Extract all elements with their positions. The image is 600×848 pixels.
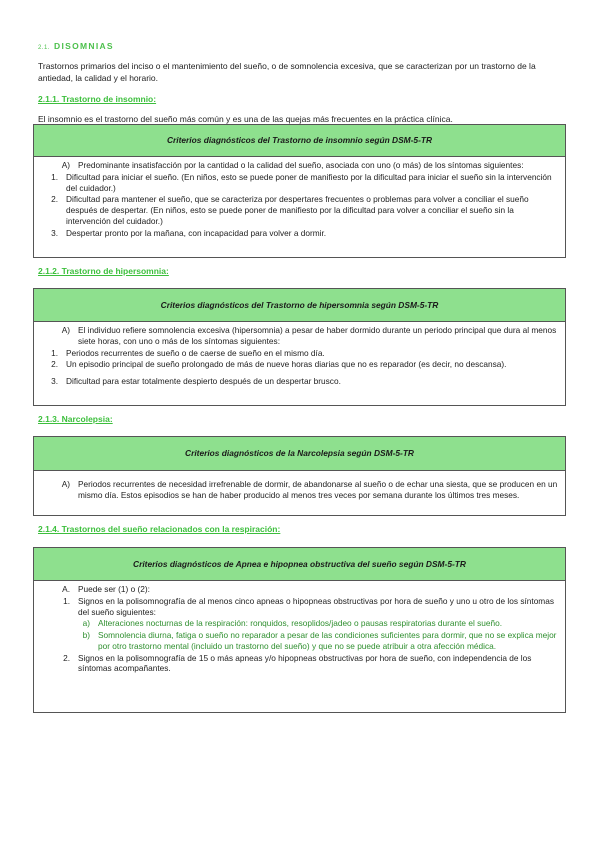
table-body (34, 471, 565, 505)
narcolepsia-heading: 2.1.3. Narcolepsia: (38, 414, 113, 424)
section-number: 2.1. (38, 45, 51, 51)
table-header: Criterios diagnósticos de la Narcolepsia según DSM-5-TR (34, 437, 565, 471)
section-heading (38, 41, 114, 53)
table-header: Criterios diagnósticos del Trastorno de hipersomnia según DSM-5-TR (34, 289, 565, 322)
criterion-item: 2. Signos en la polisomnografía de 15 o más apneas y/o hipopneas obstructivas por hora de sueño, con independencia de los síntomas acompañantes. (63, 652, 532, 674)
criterion-item: 3. Dificultad para estar totalmente despierto después de un despertar brusco. (51, 376, 341, 387)
insomnio-intro: El insomnio es el trastorno del sueño más común y es una de las quejas más frecuentes en la práctica clínica. (38, 114, 453, 124)
insomnio-heading: 2.1.1. Trastorno de insomnio: (38, 94, 157, 104)
criterion-item: 2. Dificultad para mantener el sueño, que se caracteriza por despertares frecuentes o problemas para volver a conciliar el sueño después de despertar. (En niños, esto se puede poner de manifiesto por la dificultad para volver a conciliar el sueño sin la intervención del cuidador.) (51, 194, 529, 226)
table-header: Criterios diagnósticos de Apnea e hipopnea obstructiva del sueño según DSM-5-TR (34, 548, 565, 581)
narcolepsia-criteria-table (33, 436, 566, 516)
respiracion-criteria-table (33, 547, 566, 713)
criterion-item: 1. Dificultad para iniciar el sueño. (En niños, esto se puede poner de manifiesto por la dificultad para iniciar el sueño sin la intervención del cuidador.) (51, 171, 552, 193)
section-title: DISOMNIAS (54, 41, 114, 51)
criterion-subitem: b) Somnolencia diurna, fatiga o sueño no reparador a pesar de las condiciones suficientes para dormir, que no se explica mejor por otro trastorno mental (incluido un trastorno del sueño) y que no se puede atribuir a otra afección médica. (82, 630, 557, 651)
table-header: Criterios diagnósticos del Trastorno de insomnio según DSM-5-TR (34, 125, 565, 157)
criterion-item: A) El individuo refiere somnolencia excesiva (hipersomnia) a pesar de haber dormido durante un periodo principal que dura al menos siete horas, con uno o más de los síntomas siguientes: (61, 325, 557, 346)
table-body (34, 581, 565, 678)
hipersomnia-heading: 2.1.2. Trastorno de hipersomnia: (38, 266, 169, 276)
section-intro: Trastornos primarios del inciso o el mantenimiento del sueño, o de somnolencia excesiva, que se caracterizan por un trastorno de la antiedad, la calidad y el horario. (38, 61, 536, 84)
criterion-item: 1. Periodos recurrentes de sueño o de caerse de sueño en el mismo día. (51, 347, 325, 358)
criterion-item: A. Puede ser (1) o (2): (62, 584, 150, 594)
table-body (34, 322, 565, 391)
criterion-item: 2. Un episodio principal de sueño prolongado de más de nueve horas diarias que no es reparador (es decir, no descansa). (51, 359, 507, 370)
criterion-subitem: a) Alteraciones nocturnas de la respiración: ronquidos, resoplidos/jadeo o pausas respiratorias durante el sueño. (82, 618, 503, 629)
criterion-item: 1. Signos en la polisomnografía de al menos cinco apneas o hipopneas obstructivas por hora de sueño y uno u otro de los síntomas del sueño siguientes: (63, 595, 554, 617)
table-body (34, 157, 565, 242)
insomnio-criteria-table (33, 124, 566, 258)
criterion-item: 3. Despertar pronto por la mañana, con incapacidad para volver a dormir. (51, 227, 327, 238)
criterion-item: A) Periodos recurrentes de necesidad irrefrenable de dormir, de abandonarse al sueño o de echar una siesta, que se producen en un mismo día. Estos episodios se han de haber producido al menos tres veces por semana durante los últimos tres meses. (61, 479, 558, 500)
criterion-item: A) Predominante insatisfacción por la cantidad o la calidad del sueño, asociada con uno (o más) de los síntomas siguientes: (61, 160, 524, 170)
hipersomnia-criteria-table (33, 288, 566, 406)
respiracion-heading: 2.1.4. Trastornos del sueño relacionados con la respiración: (38, 524, 281, 534)
